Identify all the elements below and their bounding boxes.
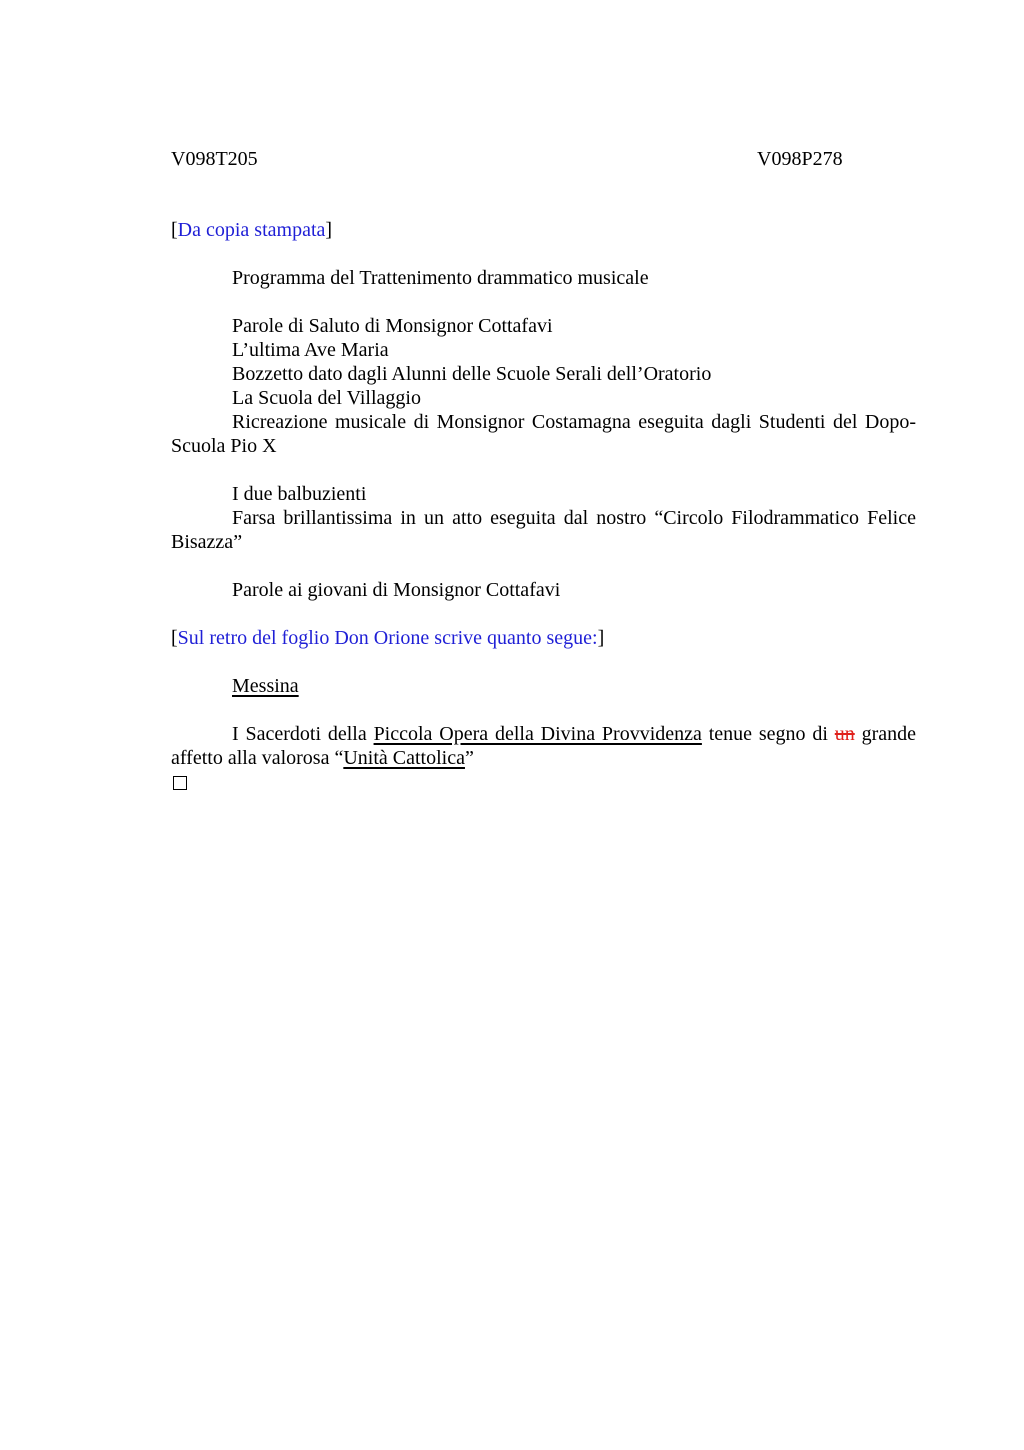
program-item: L’ultima Ave Maria	[232, 339, 389, 361]
newspaper-name: Unità Cattolica	[343, 747, 465, 769]
text-run: grande affetto alla valorosa “	[171, 723, 916, 769]
place-name: Messina	[232, 675, 299, 697]
document-codes	[171, 146, 916, 172]
struck-word: un	[834, 723, 855, 745]
editorial-note-verso	[171, 626, 916, 650]
program-item: Bozzetto dato dagli Alunni delle Scuole Serali dell’Oratorio	[232, 363, 712, 385]
editorial-note-text: Da copia stampata	[177, 219, 326, 241]
editorial-note-text: Sul retro del foglio Don Orione scrive quanto segue:	[177, 627, 598, 649]
program-item: Farsa brillantissima in un atto eseguita dal nostro “Circolo Filodrammatico Felice Bisazza”	[171, 507, 916, 553]
program-list-2	[171, 482, 916, 554]
end-of-document-box-icon	[173, 776, 187, 790]
organization-name: Piccola Opera della Divina Provvidenza	[373, 723, 702, 745]
program-list	[171, 314, 916, 458]
text-run: tenue segno di	[701, 723, 835, 745]
verso-dedication	[171, 722, 916, 770]
program-item: I due balbuzienti	[232, 483, 367, 505]
program-item: La Scuola del Villaggio	[232, 387, 421, 409]
bracket-close: ]	[597, 627, 605, 649]
bracket-open: [	[171, 627, 178, 649]
document-code-left: V098T205	[171, 148, 258, 170]
editorial-note-source	[171, 218, 916, 242]
bracket-open: [	[171, 219, 178, 241]
program-item: Parole di Saluto di Monsignor Cottafavi	[232, 315, 553, 337]
bracket-close: ]	[325, 219, 333, 241]
document-code-right: V098P278	[757, 148, 843, 170]
program-item: Ricreazione musicale di Monsignor Costamagna eseguita dagli Studenti del Dopo-Scuola Pio X	[171, 411, 916, 457]
document-page	[171, 146, 916, 790]
text-run: I Sacerdoti della	[232, 723, 374, 745]
verso-place	[171, 674, 916, 698]
text-run: ”	[464, 747, 474, 769]
program-title: Programma del Trattenimento drammatico musicale	[232, 267, 649, 289]
program-closing: Parole ai giovani di Monsignor Cottafavi	[232, 579, 561, 601]
